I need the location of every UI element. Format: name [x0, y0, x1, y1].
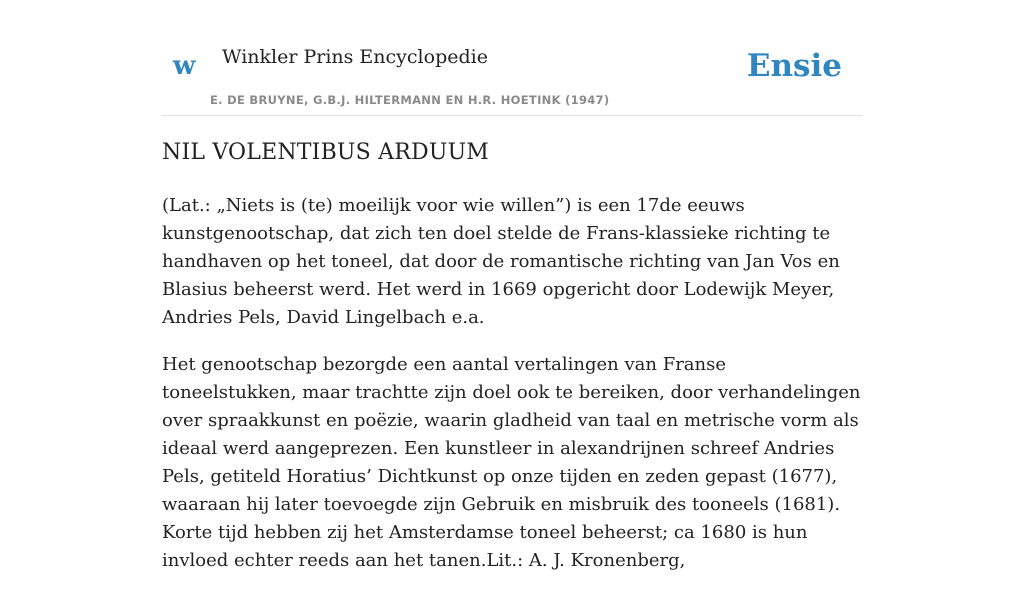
article-title: NIL VOLENTIBUS ARDUUM [162, 140, 490, 165]
article-paragraph-1: (Lat.: „Niets is (te) moeilijk voor wie willen”) is een 17de eeuws kunstgenootschap, dat zich ten doel stelde de Frans-klassieke richting te handhaven op het toneel, dat door de romantische richting van Jan Vos en Blasius beheerst werd. Het werd in 1669 opgericht door Lodewijk Meyer, Andries Pels, David Lingelbach e.a. [162, 195, 840, 328]
brand-logo[interactable]: Ensie [746, 48, 842, 84]
source-authors: E. DE BRUYNE, G.B.J. HILTERMANN EN H.R. HOETINK (1947) [210, 93, 610, 107]
source-title[interactable]: Winkler Prins Encyclopedie [222, 46, 488, 68]
source-logo[interactable]: w [173, 51, 196, 81]
article-paragraph-2: Het genootschap bezorgde een aantal vertalingen van Franse toneelstukken, maar trachtte zijn doel ook te bereiken, door verhandelingen over spraakkunst en poëzie, waarin gladheid van taal en metrische vorm als ideaal werd aangeprezen. Een kunstleer in alexandrijnen schreef Andries Pels, getiteld Horatius’ Dichtkunst op onze tijden en zeden gepast (1677), waaraan hij later toevoegde zijn Gebruik en misbruik des tooneels (1681). Korte tijd hebben zij het Amsterdamse toneel beheerst; ca 1680 is hun invloed echter reeds aan het tanen.Lit.: A. J. Kronenberg, [162, 354, 861, 571]
article-body [162, 192, 862, 594]
source-header [162, 40, 862, 116]
